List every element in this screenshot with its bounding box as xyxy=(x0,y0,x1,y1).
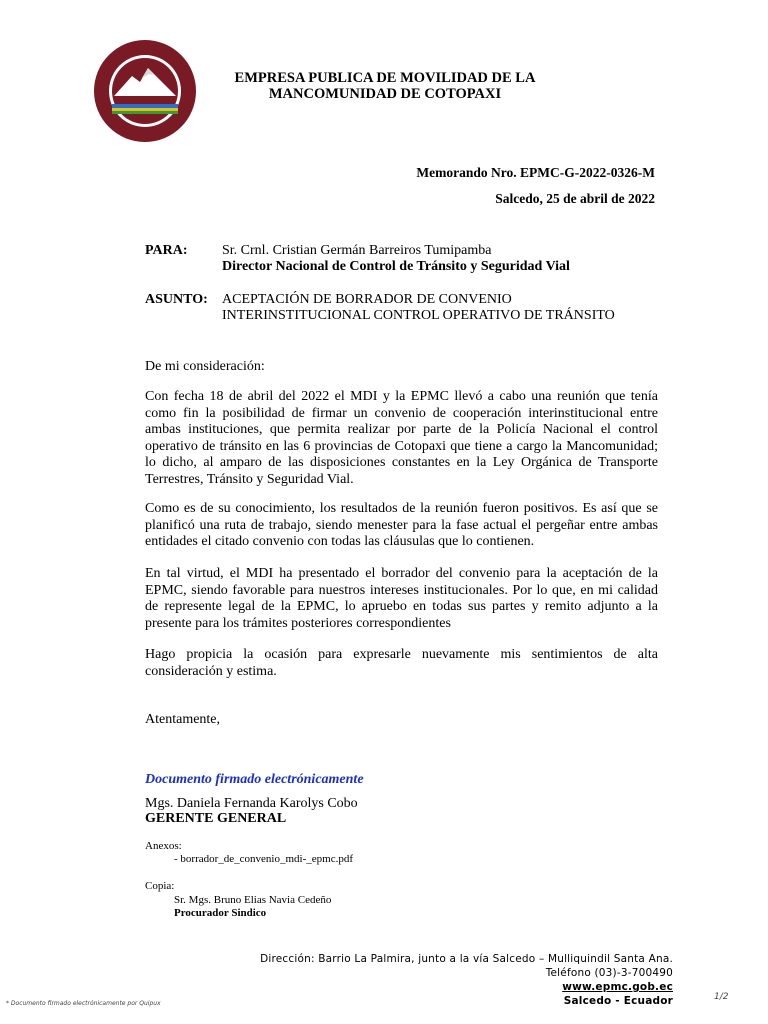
recipient-title: Director Nacional de Control de Tránsito y Seguridad Vial xyxy=(222,259,570,274)
paragraph-line: planificó una ruta de trabajo, siendo menester para la fase actual el pergeñar entre ambas xyxy=(145,517,658,533)
paragraph-line: como fin la posibilidad de firmar un convenio de cooperación interinstitucional entre xyxy=(145,405,658,421)
paragraph-line: entidades el citado convenio con todas las cláusulas que lo contienen. xyxy=(145,534,535,550)
closing: Atentamente, xyxy=(145,712,221,727)
org-name-line2: MANCOMUNIDAD DE COTOPAXI xyxy=(268,86,502,102)
paragraph-line: de represente legal de la EPMC, lo apruebo en todas sus partes y remito adjunto a la xyxy=(145,599,658,615)
paragraph-line: Hago propicia la ocasión para expresarle nuevamente mis sentimientos de alta xyxy=(145,647,658,662)
footnote: * Documento firmado electrónicamente por Quipux xyxy=(6,1000,161,1007)
footer-website-link[interactable]: www.epmc.gob.ec xyxy=(562,981,673,993)
footer-city: Salcedo - Ecuador xyxy=(563,995,673,1007)
signer-name: Mgs. Daniela Fernanda Karolys Cobo xyxy=(145,796,358,811)
paragraph-line: Como es de su conocimiento, los resultados de la reunión fueron positivos. Es así que se xyxy=(145,501,658,516)
anexos-label: Anexos: xyxy=(145,840,182,852)
paragraph-1 xyxy=(145,389,658,489)
paragraph-line: lo dicho, al amparo de las disposiciones constantes en la Ley Orgánica de Transporte xyxy=(145,455,658,471)
para-label: PARA: xyxy=(145,243,188,258)
paragraph-line: Terrestres, Tránsito y Seguridad Vial. xyxy=(145,471,354,487)
epmc-logo xyxy=(92,38,198,144)
asunto-label: ASUNTO: xyxy=(145,292,208,307)
paragraph-line: presente para los trámites posteriores correspondientes xyxy=(145,615,451,631)
memo-date: Salcedo, 25 de abril de 2022 xyxy=(495,191,655,206)
paragraph-line: EPMC, siendo favorable para nuestros intereses institucionales. Por lo que, en mi calidad xyxy=(145,582,658,598)
paragraph-3 xyxy=(145,566,658,632)
copy-recipient-role: Procurador Sindico xyxy=(174,907,267,919)
copy-recipient-name: Sr. Mgs. Bruno Elias Navia Cedeño xyxy=(174,894,332,906)
paragraph-line: En tal virtud, el MDI ha presentado el borrador del convenio para la aceptación de la xyxy=(145,566,658,581)
signer-role: GERENTE GENERAL xyxy=(145,811,287,826)
footer-address: Dirección: Barrio La Palmira, junto a la vía Salcedo – Mulliquindil Santa Ana. xyxy=(260,953,673,965)
recipient-name: Sr. Crnl. Cristian Germán Barreiros Tumipamba xyxy=(222,243,492,258)
org-name-line1: EMPRESA PUBLICA DE MOVILIDAD DE LA xyxy=(234,70,536,86)
paragraph-line: operativo de tránsito en las 6 provincias de Cotopaxi que tiene a cargo la Mancomunidad; xyxy=(145,438,658,454)
footer-phone: Teléfono (03)-3-700490 xyxy=(545,967,673,979)
paragraph-line: consideración y estima. xyxy=(145,663,277,679)
copia-label: Copia: xyxy=(145,880,175,892)
attachment-file[interactable]: - borrador_de_convenio_mdi-_epmc.pdf xyxy=(174,853,353,865)
paragraph-4 xyxy=(145,647,658,680)
electronic-signature-note: Documento firmado electrónicamente xyxy=(145,772,364,787)
paragraph-2 xyxy=(145,501,658,551)
logo-abbreviation: EPMC xyxy=(129,86,161,98)
page-number: 1/2 xyxy=(714,992,729,1002)
paragraph-line: ambas instituciones, que permita realizar por parte de la Policía Nacional el control xyxy=(145,422,658,438)
subject-line1: ACEPTACIÓN DE BORRADOR DE CONVENIO xyxy=(222,292,512,307)
memo-number: Memorando Nro. EPMC-G-2022-0326-M xyxy=(416,165,655,180)
subject-line2: INTERINSTITUCIONAL CONTROL OPERATIVO DE TRÁNSITO xyxy=(222,308,615,323)
greeting: De mi consideración: xyxy=(145,359,265,374)
paragraph-line: Con fecha 18 de abril del 2022 el MDI y la EPMC llevó a cabo una reunión que tenía xyxy=(145,389,658,404)
